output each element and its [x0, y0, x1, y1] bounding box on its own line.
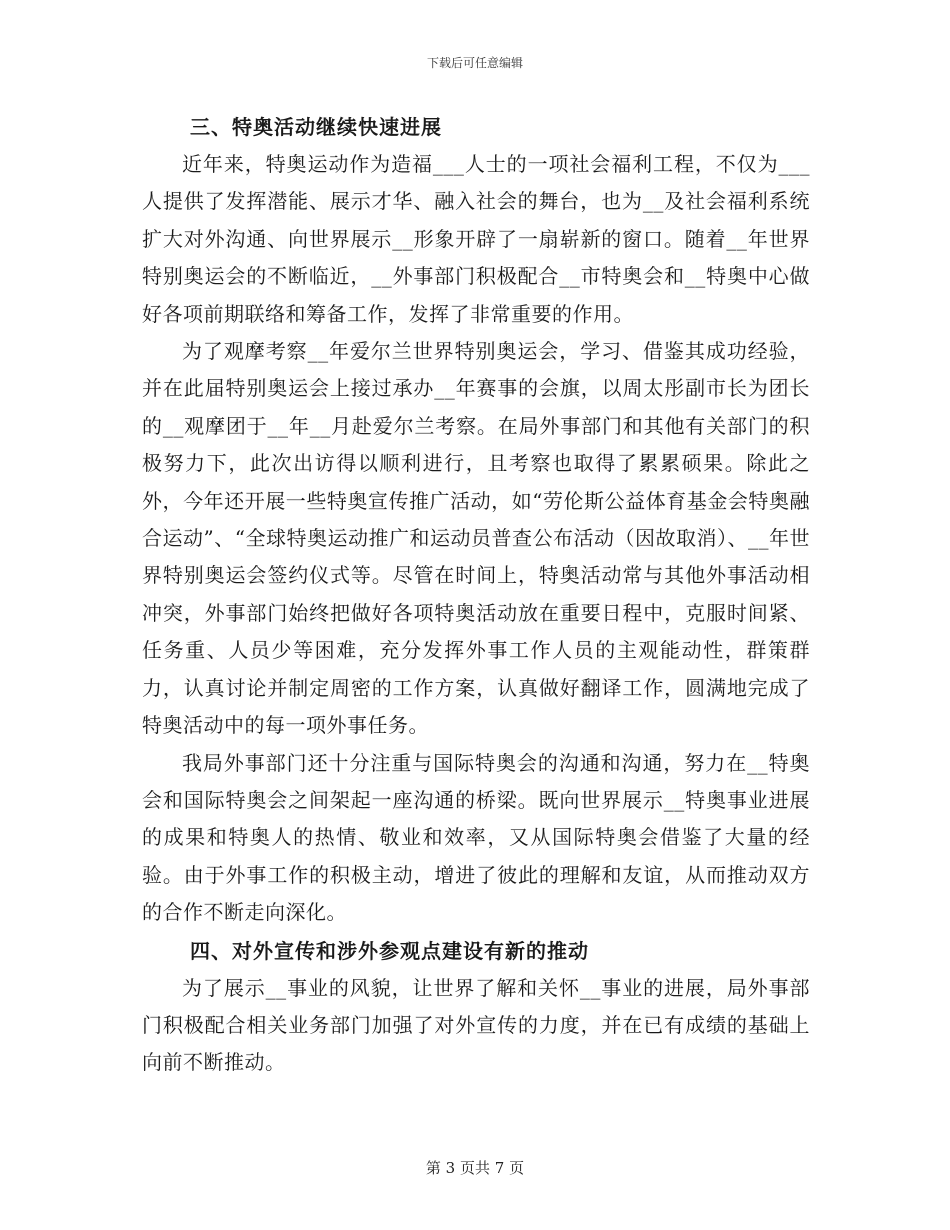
page-header-note: 下载后可任意编辑 [426, 56, 523, 70]
paragraph: 我局外事部门还十分注重与国际特奥会的沟通和沟通，努力在__特奥会和国际特奥会之间架起一座沟通的桥梁。既向世界展示__特奥事业进展的成果和特奥人的热情、敬业和效率，又从国际特奥会借鉴了大量的经验。由于外事工作的积极主动，增进了彼此的理解和友谊，从而推动双方的合作不断走向深化。 [142, 750, 810, 925]
paragraph: 近年来，特奥运动作为造福___人士的一项社会福利工程，不仅为___人提供了发挥潜能、展示才华、融入社会的舞台，也为__及社会福利系统扩大对外沟通、向世界展示__形象开辟了一扇崭新的窗口。随着__年世界特别奥运会的不断临近，__外事部门积极配合__市特奥会和__特奥中心做好各项前期联络和筹备工作，发挥了非常重要的作用。 [142, 152, 810, 326]
document-body [142, 108, 810, 1082]
section-title-4: 四、对外宣传和涉外参观点建设有新的推动 [190, 938, 589, 963]
paragraph: 为了展示__事业的风貌，让世界了解和关怀__事业的进展，局外事部门积极配合相关业务部门加强了对外宣传的力度，并在已有成绩的基础上向前不断推动。 [142, 975, 810, 1075]
page-number: 第 3 页共 7 页 [425, 1159, 525, 1177]
paragraph: 为了观摩考察__年爱尔兰世界特别奥运会，学习、借鉴其成功经验，并在此届特别奥运会上接过承办__年赛事的会旗，以周太彤副市长为团长的__观摩团于__年__月赴爱尔兰考察。在局外事部门和其他有关部门的积极努力下，此次出访得以顺利进行，且考察也取得了累累硕果。除此之外，今年还开展一些特奥宣传推广活动，如“劳伦斯公益体育基金会特奥融合运动”、“全球特奥运动推广和运动员普查公布活动（因故取消）、__年世界特别奥运会签约仪式等。尽管在时间上，特奥活动常与其他外事活动相冲突，外事部门始终把做好各项特奥活动放在重要日程中，克服时间紧、任务重、人员少等困难，充分发挥外事工作人员的主观能动性，群策群力，认真讨论并制定周密的工作方案，认真做好翻译工作，圆满地完成了特奥活动中的每一项外事任务。 [142, 339, 810, 738]
section-title-3: 三、特奥活动继续快速进展 [190, 115, 442, 139]
